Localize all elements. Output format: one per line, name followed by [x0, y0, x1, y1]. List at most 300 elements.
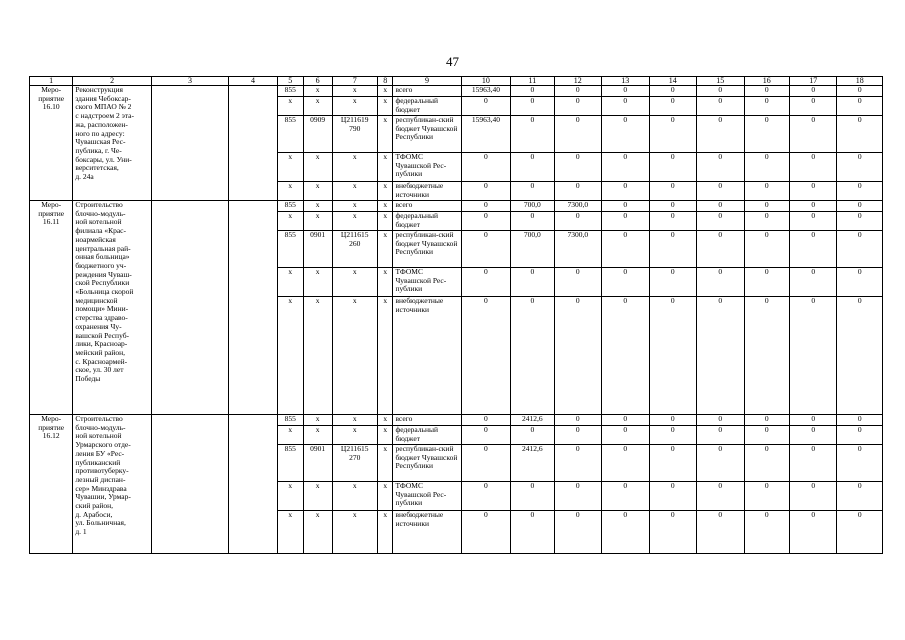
value-cell-c6: x	[303, 182, 332, 201]
event-description-line: Чувашии, Урмар-	[75, 492, 131, 502]
value-cell-c13: 0	[602, 97, 650, 116]
value-cell-c18: 0	[837, 445, 883, 482]
value-cell-c7: x	[332, 426, 377, 445]
value-cell-c16: 0	[744, 153, 789, 182]
value-cell-c5: 855	[277, 415, 303, 426]
value-cell-c12: 7300,0	[554, 201, 602, 212]
value-cell-c17: 0	[789, 86, 837, 97]
event-description-line: бюджетного уч-	[75, 260, 127, 270]
value-cell-c18: 0	[837, 182, 883, 201]
value-cell-c11: 0	[511, 153, 554, 182]
value-cell-c6: x	[303, 97, 332, 116]
value-cell-c16: 0	[744, 231, 789, 268]
event-description-line: стерства здраво-	[75, 313, 128, 323]
value-cell-c8: x	[377, 201, 392, 212]
value-cell-c10: 15963,40	[461, 116, 511, 153]
value-cell-c16: 0	[744, 182, 789, 201]
value-cell-c16: 0	[744, 445, 789, 482]
col-4-cell	[229, 415, 278, 554]
event-id-line: приятие	[38, 208, 65, 218]
value-cell-c16: 0	[744, 116, 789, 153]
value-cell-c13: 0	[602, 201, 650, 212]
value-cell-c6: x	[303, 153, 332, 182]
event-description-cell	[73, 415, 151, 554]
value-cell-c7: x	[332, 212, 377, 231]
value-cell-c17: 0	[789, 426, 837, 445]
header-cell: 13	[602, 77, 650, 86]
event-description-line: противотуберку-	[75, 466, 129, 476]
value-cell-c7: Ц211615 260	[332, 231, 377, 268]
value-cell-c15: 0	[697, 182, 745, 201]
value-cell-c12: 0	[554, 426, 602, 445]
col-3-cell	[151, 415, 228, 554]
event-description-line: Чувашская Рес-	[75, 137, 126, 147]
value-cell-c6: x	[303, 415, 332, 426]
value-cell-c12: 0	[554, 445, 602, 482]
value-cell-c14: 0	[649, 116, 697, 153]
header-cell: 5	[277, 77, 303, 86]
value-cell-c12: 0	[554, 212, 602, 231]
value-cell-c17: 0	[789, 116, 837, 153]
value-cell-c18: 0	[837, 426, 883, 445]
event-description-line: помощи» Мини-	[75, 304, 129, 314]
value-cell-c5: x	[277, 426, 303, 445]
event-id-line: приятие	[38, 422, 65, 432]
value-cell-c12: 0	[554, 97, 602, 116]
event-description-line: боксары, ул. Уни-	[75, 154, 132, 164]
header-cell: 7	[332, 77, 377, 86]
event-description-line: ной котельной	[75, 431, 122, 441]
event-description-line: охранения Чу-	[75, 321, 122, 331]
value-cell-c8: x	[377, 268, 392, 297]
value-cell-c12: 0	[554, 86, 602, 97]
event-description-line: верситетская,	[75, 163, 119, 173]
value-cell-c11: 700,0	[511, 201, 554, 212]
value-cell-c11: 0	[511, 86, 554, 97]
value-cell-c16: 0	[744, 482, 789, 511]
col-3-cell	[151, 86, 228, 201]
value-cell-c13: 0	[602, 268, 650, 297]
value-cell-c8: x	[377, 231, 392, 268]
value-cell-c16: 0	[744, 212, 789, 231]
value-cell-c15: 0	[697, 297, 745, 415]
header-cell: 10	[461, 77, 511, 86]
value-cell-c7: Ц211619 790	[332, 116, 377, 153]
funding-source-cell: республикан-ский бюджет Чувашской Республики	[393, 231, 461, 268]
value-cell-c17: 0	[789, 153, 837, 182]
event-id-cell	[30, 415, 73, 554]
value-cell-c18: 0	[837, 268, 883, 297]
value-cell-c6: x	[303, 212, 332, 231]
funding-source-cell: ТФОМС Чувашской Рес-публики	[393, 482, 461, 511]
value-cell-c11: 0	[511, 511, 554, 554]
value-cell-c17: 0	[789, 297, 837, 415]
col-4-cell	[229, 86, 278, 201]
event-description-line: д. Арабоси,	[75, 509, 113, 519]
value-cell-c18: 0	[837, 297, 883, 415]
header-cell: 3	[151, 77, 228, 86]
value-cell-c5: x	[277, 153, 303, 182]
budget-table	[29, 76, 883, 554]
value-cell-c8: x	[377, 415, 392, 426]
value-cell-c15: 0	[697, 116, 745, 153]
funding-source-cell: республикан-ский бюджет Чувашской Республики	[393, 116, 461, 153]
value-cell-c13: 0	[602, 511, 650, 554]
value-cell-c7: x	[332, 86, 377, 97]
event-description-line: ское, ул. 30 лет	[75, 365, 124, 375]
event-description-cell	[73, 86, 151, 201]
header-cell: 17	[789, 77, 837, 86]
funding-source-cell: федеральный бюджет	[393, 426, 461, 445]
event-description-line: сер» Минздрава	[75, 483, 127, 493]
value-cell-c11: 0	[511, 482, 554, 511]
event-description-line: публика, г. Че-	[75, 145, 122, 155]
value-cell-c10: 0	[461, 212, 511, 231]
funding-source-cell: всего	[393, 86, 461, 97]
value-cell-c11: 0	[511, 268, 554, 297]
value-cell-c8: x	[377, 97, 392, 116]
value-cell-c10: 0	[461, 97, 511, 116]
event-id-line: 16.12	[42, 431, 60, 441]
header-cell: 15	[697, 77, 745, 86]
value-cell-c5: 855	[277, 116, 303, 153]
event-description-line: Строительство	[75, 414, 123, 423]
value-cell-c17: 0	[789, 182, 837, 201]
value-cell-c16: 0	[744, 511, 789, 554]
header-cell: 9	[393, 77, 461, 86]
value-cell-c12: 0	[554, 297, 602, 415]
value-cell-c8: x	[377, 212, 392, 231]
value-cell-c13: 0	[602, 231, 650, 268]
value-cell-c17: 0	[789, 97, 837, 116]
value-cell-c16: 0	[744, 297, 789, 415]
event-description-line: ной котельной	[75, 217, 122, 227]
event-description-line: ного по адресу:	[75, 128, 125, 138]
value-cell-c7: x	[332, 482, 377, 511]
value-cell-c8: x	[377, 482, 392, 511]
header-cell: 8	[377, 77, 392, 86]
event-description-line: реждения Чуваш-	[75, 269, 132, 279]
event-description-cell	[73, 201, 151, 415]
value-cell-c14: 0	[649, 297, 697, 415]
header-cell: 6	[303, 77, 332, 86]
value-cell-c11: 2412,6	[511, 415, 554, 426]
value-cell-c7: x	[332, 511, 377, 554]
value-cell-c14: 0	[649, 86, 697, 97]
value-cell-c17: 0	[789, 231, 837, 268]
event-description-line: ской Республики	[75, 278, 130, 288]
funding-source-cell: федеральный бюджет	[393, 212, 461, 231]
event-description-line: лезный диспан-	[75, 474, 126, 484]
event-description-line: здания Чебоксар-	[75, 93, 131, 103]
funding-source-cell: всего	[393, 201, 461, 212]
event-description-line: мейский район,	[75, 347, 126, 357]
value-cell-c5: x	[277, 482, 303, 511]
event-description-line: Реконструкция	[75, 85, 124, 94]
event-description-line: блочно-модуль-	[75, 422, 126, 432]
value-cell-c6: x	[303, 268, 332, 297]
value-cell-c11: 2412,6	[511, 445, 554, 482]
value-cell-c18: 0	[837, 231, 883, 268]
value-cell-c13: 0	[602, 426, 650, 445]
value-cell-c11: 0	[511, 97, 554, 116]
value-cell-c15: 0	[697, 231, 745, 268]
value-cell-c14: 0	[649, 212, 697, 231]
value-cell-c12: 0	[554, 268, 602, 297]
value-cell-c12: 0	[554, 415, 602, 426]
table-row	[30, 415, 883, 426]
value-cell-c16: 0	[744, 201, 789, 212]
value-cell-c15: 0	[697, 97, 745, 116]
value-cell-c5: 855	[277, 231, 303, 268]
value-cell-c12: 0	[554, 153, 602, 182]
value-cell-c17: 0	[789, 482, 837, 511]
event-description-line: блочно-модуль-	[75, 208, 126, 218]
event-description-line: ский район,	[75, 501, 113, 511]
event-description-line: Победы	[75, 374, 101, 384]
header-cell: 18	[837, 77, 883, 86]
value-cell-c16: 0	[744, 415, 789, 426]
funding-source-cell: республикан-ский бюджет Чувашской Республики	[393, 445, 461, 482]
value-cell-c18: 0	[837, 86, 883, 97]
value-cell-c18: 0	[837, 153, 883, 182]
value-cell-c17: 0	[789, 212, 837, 231]
value-cell-c14: 0	[649, 268, 697, 297]
value-cell-c14: 0	[649, 426, 697, 445]
funding-source-cell: внебюджетные источники	[393, 182, 461, 201]
event-description-line: филиала «Крас-	[75, 226, 126, 236]
value-cell-c12: 0	[554, 116, 602, 153]
event-id-line: 16.11	[42, 217, 60, 227]
header-cell: 1	[30, 77, 73, 86]
value-cell-c11: 700,0	[511, 231, 554, 268]
value-cell-c14: 0	[649, 445, 697, 482]
value-cell-c17: 0	[789, 415, 837, 426]
value-cell-c15: 0	[697, 511, 745, 554]
value-cell-c10: 0	[461, 445, 511, 482]
value-cell-c15: 0	[697, 268, 745, 297]
value-cell-c5: x	[277, 212, 303, 231]
value-cell-c11: 0	[511, 426, 554, 445]
value-cell-c13: 0	[602, 415, 650, 426]
value-cell-c5: x	[277, 268, 303, 297]
value-cell-c15: 0	[697, 445, 745, 482]
value-cell-c11: 0	[511, 182, 554, 201]
value-cell-c16: 0	[744, 268, 789, 297]
value-cell-c14: 0	[649, 511, 697, 554]
event-description-line: с. Красноармей-	[75, 356, 128, 366]
value-cell-c5: x	[277, 511, 303, 554]
value-cell-c12: 7300,0	[554, 231, 602, 268]
value-cell-c6: 0901	[303, 231, 332, 268]
value-cell-c7: x	[332, 297, 377, 415]
value-cell-c11: 0	[511, 116, 554, 153]
event-description-line: медицинской	[75, 295, 118, 305]
value-cell-c18: 0	[837, 212, 883, 231]
value-cell-c17: 0	[789, 268, 837, 297]
value-cell-c12: 0	[554, 182, 602, 201]
event-id-cell	[30, 86, 73, 201]
value-cell-c13: 0	[602, 86, 650, 97]
value-cell-c8: x	[377, 182, 392, 201]
event-id-line: приятие 16.10	[38, 93, 65, 112]
header-cell: 16	[744, 77, 789, 86]
value-cell-c5: 855	[277, 201, 303, 212]
value-cell-c14: 0	[649, 415, 697, 426]
event-id-cell	[30, 201, 73, 415]
value-cell-c6: x	[303, 482, 332, 511]
event-description-line: Урмарского отде-	[75, 440, 131, 450]
value-cell-c5: x	[277, 97, 303, 116]
value-cell-c18: 0	[837, 116, 883, 153]
value-cell-c6: x	[303, 511, 332, 554]
value-cell-c15: 0	[697, 153, 745, 182]
value-cell-c17: 0	[789, 445, 837, 482]
page-number: 47	[446, 54, 459, 69]
value-cell-c11: 0	[511, 212, 554, 231]
value-cell-c15: 0	[697, 201, 745, 212]
event-description-line: д. 1	[75, 527, 87, 537]
value-cell-c10: 0	[461, 511, 511, 554]
value-cell-c18: 0	[837, 415, 883, 426]
table-row	[30, 201, 883, 212]
value-cell-c13: 0	[602, 153, 650, 182]
value-cell-c7: x	[332, 153, 377, 182]
value-cell-c10: 0	[461, 426, 511, 445]
funding-source-cell: внебюджетные источники	[393, 511, 461, 554]
event-description-line: ноармейская	[75, 234, 116, 244]
value-cell-c14: 0	[649, 231, 697, 268]
event-id-line: Меро-	[41, 85, 62, 94]
value-cell-c8: x	[377, 86, 392, 97]
value-cell-c8: x	[377, 297, 392, 415]
header-cell: 14	[649, 77, 697, 86]
value-cell-c13: 0	[602, 445, 650, 482]
value-cell-c6: 0901	[303, 445, 332, 482]
value-cell-c15: 0	[697, 415, 745, 426]
header-row	[30, 77, 883, 86]
value-cell-c13: 0	[602, 116, 650, 153]
header-cell: 11	[511, 77, 554, 86]
value-cell-c10: 0	[461, 201, 511, 212]
value-cell-c8: x	[377, 426, 392, 445]
event-description-line: с надстроем 2 эта-	[75, 111, 135, 121]
value-cell-c18: 0	[837, 482, 883, 511]
value-cell-c6: 0909	[303, 116, 332, 153]
value-cell-c13: 0	[602, 212, 650, 231]
value-cell-c18: 0	[837, 97, 883, 116]
event-description-line: Строительство	[75, 200, 123, 209]
value-cell-c8: x	[377, 445, 392, 482]
event-description-line: публиканский	[75, 457, 121, 467]
value-cell-c10: 0	[461, 268, 511, 297]
value-cell-c8: x	[377, 116, 392, 153]
value-cell-c7: x	[332, 201, 377, 212]
value-cell-c15: 0	[697, 426, 745, 445]
event-description-line: вашской Респуб-	[75, 330, 130, 340]
value-cell-c7: x	[332, 182, 377, 201]
value-cell-c18: 0	[837, 511, 883, 554]
event-description-line: д. 24а	[75, 172, 94, 182]
value-cell-c5: 855	[277, 445, 303, 482]
funding-source-cell: ТФОМС Чувашской Рес-публики	[393, 268, 461, 297]
value-cell-c12: 0	[554, 482, 602, 511]
event-description-line: «Больница скорой	[75, 287, 134, 297]
header-cell: 2	[73, 77, 151, 86]
value-cell-c10: 0	[461, 182, 511, 201]
value-cell-c6: x	[303, 426, 332, 445]
value-cell-c16: 0	[744, 97, 789, 116]
value-cell-c5: x	[277, 182, 303, 201]
value-cell-c14: 0	[649, 97, 697, 116]
value-cell-c10: 0	[461, 153, 511, 182]
value-cell-c14: 0	[649, 201, 697, 212]
value-cell-c6: x	[303, 297, 332, 415]
value-cell-c12: 0	[554, 511, 602, 554]
value-cell-c6: x	[303, 86, 332, 97]
value-cell-c7: x	[332, 97, 377, 116]
header-cell: 4	[229, 77, 278, 86]
event-description-line: онная больница»	[75, 252, 130, 262]
header-cell: 12	[554, 77, 602, 86]
value-cell-c8: x	[377, 511, 392, 554]
value-cell-c7: x	[332, 268, 377, 297]
event-id-line: Меро-	[41, 200, 62, 209]
event-description-line: ления БУ «Рес-	[75, 448, 125, 458]
value-cell-c17: 0	[789, 511, 837, 554]
value-cell-c15: 0	[697, 212, 745, 231]
value-cell-c13: 0	[602, 182, 650, 201]
value-cell-c15: 0	[697, 86, 745, 97]
value-cell-c6: x	[303, 201, 332, 212]
value-cell-c10: 0	[461, 231, 511, 268]
value-cell-c5: 855	[277, 86, 303, 97]
funding-source-cell: федеральный бюджет	[393, 97, 461, 116]
col-4-cell	[229, 201, 278, 415]
event-description-line: жа, расположен-	[75, 119, 128, 129]
value-cell-c14: 0	[649, 153, 697, 182]
value-cell-c16: 0	[744, 426, 789, 445]
value-cell-c10: 0	[461, 415, 511, 426]
event-description-line: лики, Красноар-	[75, 339, 128, 349]
value-cell-c17: 0	[789, 201, 837, 212]
value-cell-c13: 0	[602, 297, 650, 415]
value-cell-c7: Ц211615 270	[332, 445, 377, 482]
event-description-line: центральная рай-	[75, 243, 131, 253]
value-cell-c5: x	[277, 297, 303, 415]
event-id-line: Меро-	[41, 414, 62, 423]
value-cell-c10: 0	[461, 482, 511, 511]
value-cell-c7: x	[332, 415, 377, 426]
event-description-line: ского МПАО № 2	[75, 102, 132, 112]
event-description-line: ул. Больничная,	[75, 518, 126, 528]
col-3-cell	[151, 201, 228, 415]
funding-source-cell: внебюджетные источники	[393, 297, 461, 415]
value-cell-c13: 0	[602, 482, 650, 511]
value-cell-c10: 0	[461, 297, 511, 415]
value-cell-c16: 0	[744, 86, 789, 97]
value-cell-c15: 0	[697, 482, 745, 511]
value-cell-c14: 0	[649, 482, 697, 511]
value-cell-c11: 0	[511, 297, 554, 415]
value-cell-c14: 0	[649, 182, 697, 201]
value-cell-c10: 15963,40	[461, 86, 511, 97]
funding-source-cell: всего	[393, 415, 461, 426]
value-cell-c8: x	[377, 153, 392, 182]
table-row	[30, 86, 883, 97]
value-cell-c18: 0	[837, 201, 883, 212]
funding-source-cell: ТФОМС Чувашской Рес-публики	[393, 153, 461, 182]
